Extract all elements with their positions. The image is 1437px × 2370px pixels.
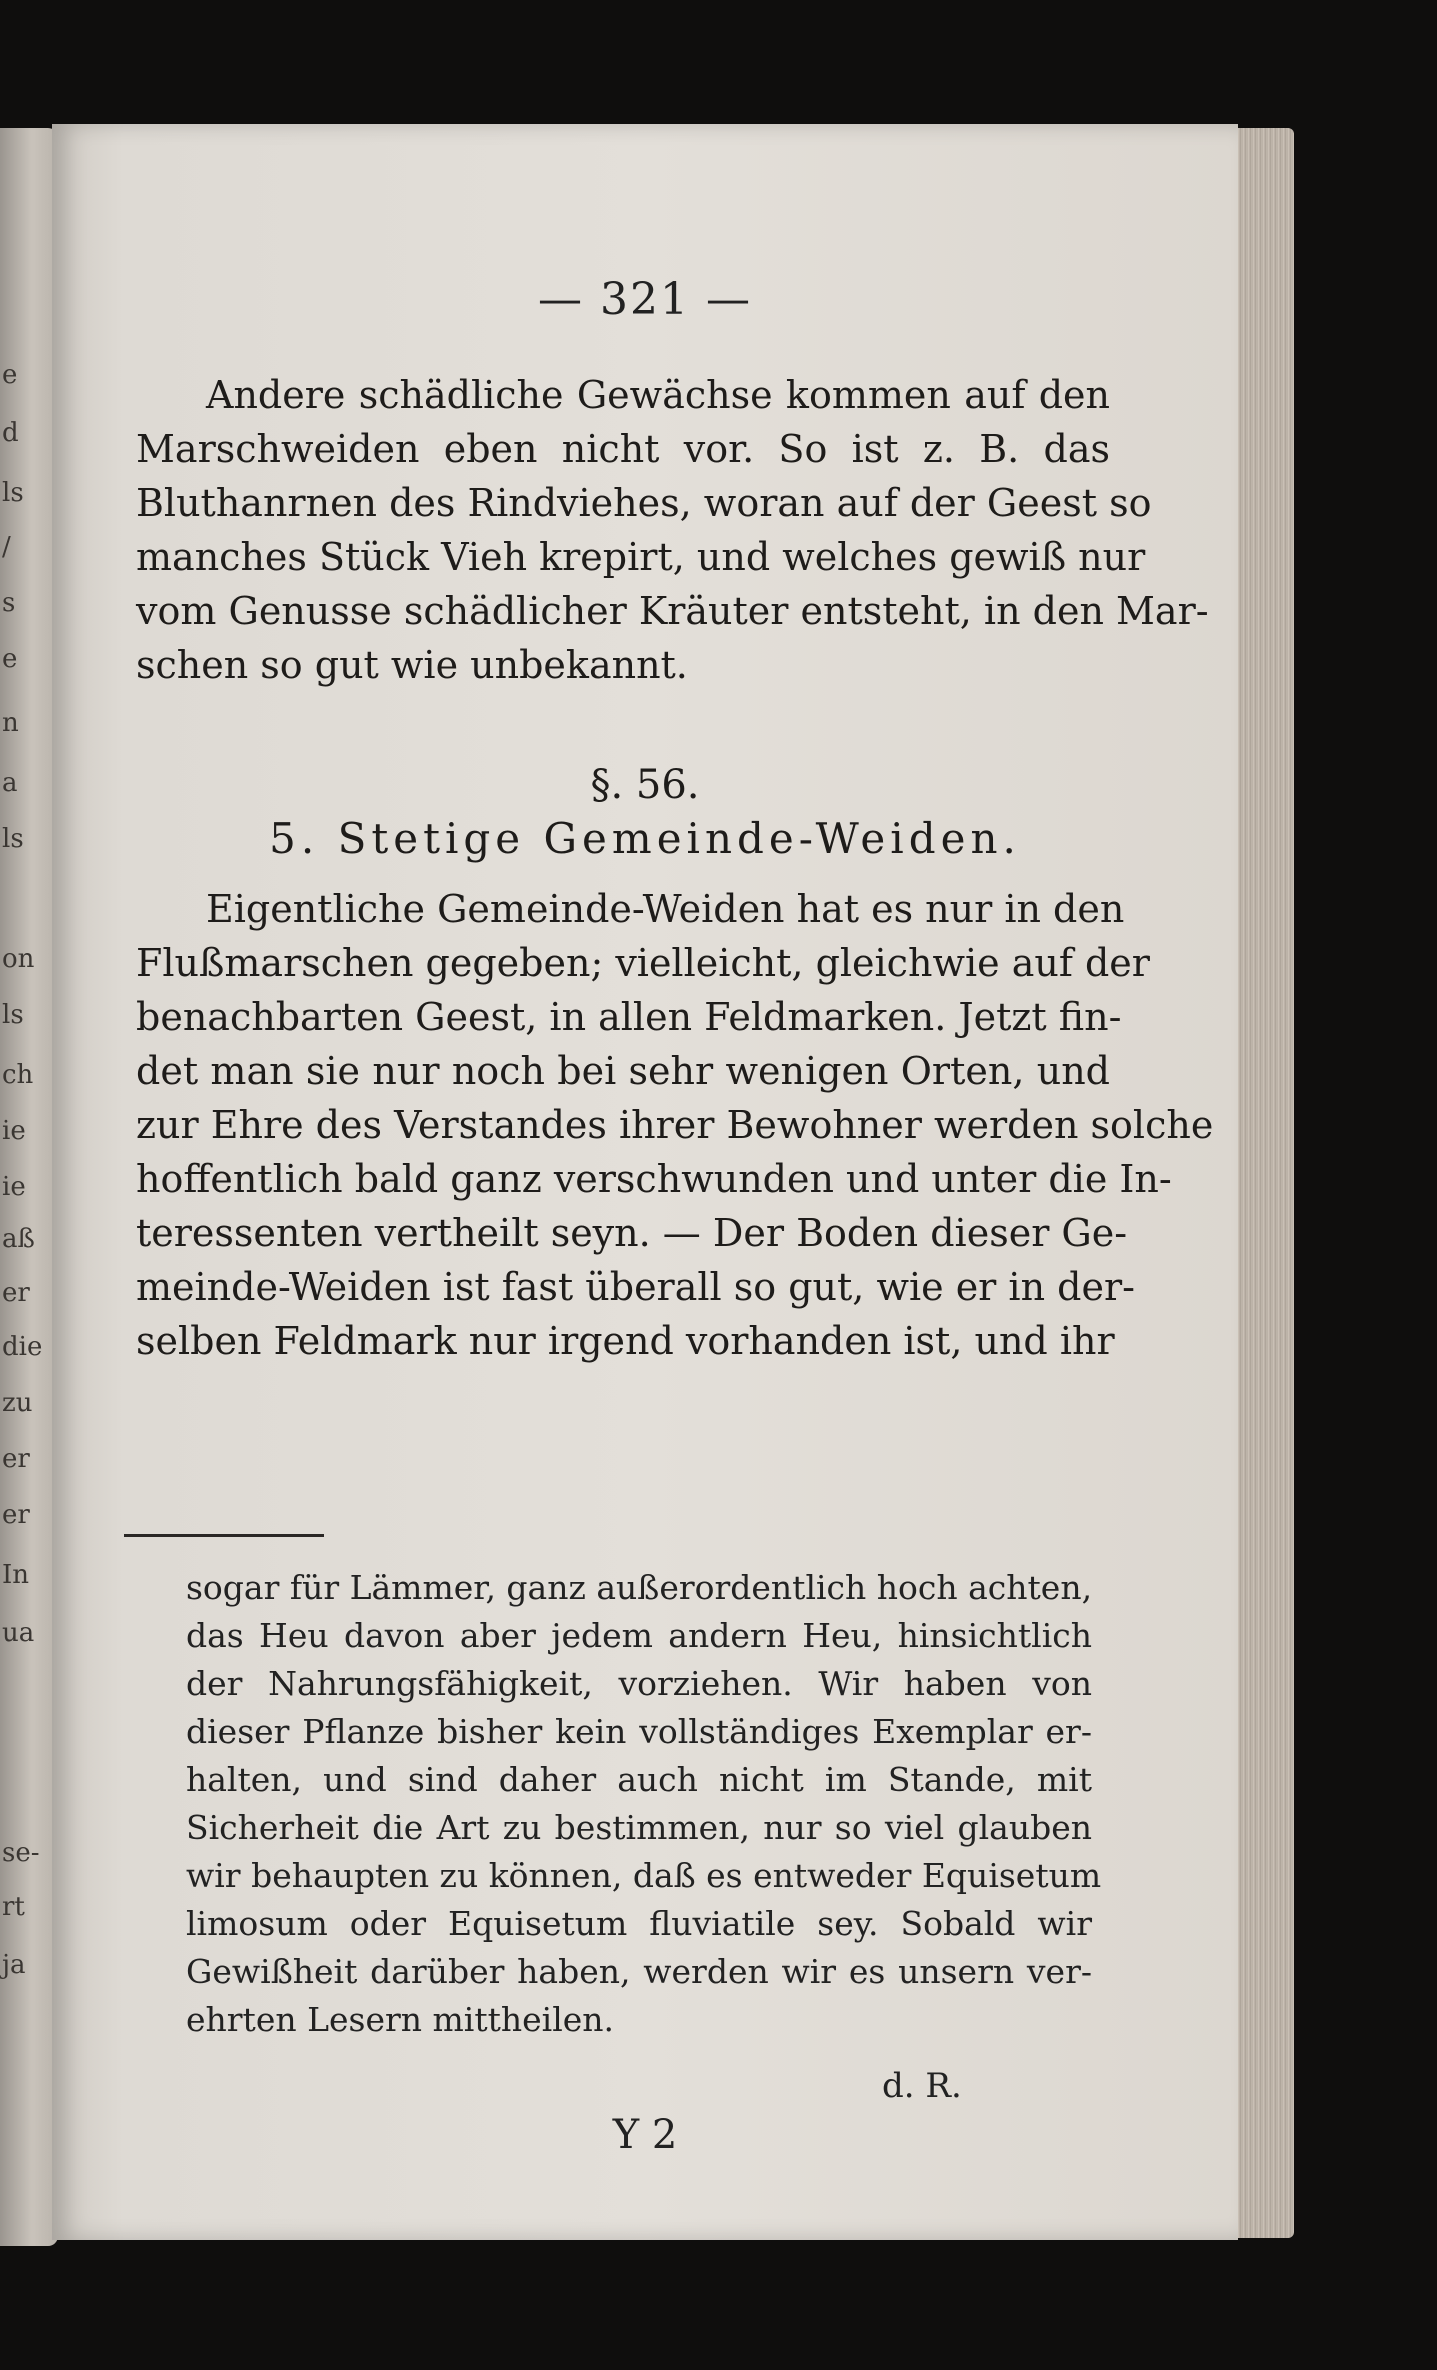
- left-page-fragment: rt: [2, 1892, 25, 1922]
- left-page-fragment: er: [2, 1500, 30, 1530]
- left-page-fragment: ls: [2, 478, 24, 508]
- left-page-fragment: d: [2, 418, 19, 448]
- left-page-fragment: e: [2, 644, 18, 674]
- text-line: vom Genusse schädlicher Kräuter entsteht, in den Mar-: [136, 589, 1209, 633]
- footnote-signature: d. R.: [882, 2066, 962, 2106]
- left-page-fragment: n: [2, 708, 19, 738]
- footnote-line: das Heu davon aber jedem andern Heu, hinsichtlich: [186, 1616, 1092, 1655]
- footnote-line: limosum oder Equisetum fluviatile sey. Sobald wir: [186, 1904, 1092, 1943]
- text-line: Andere schädliche Gewächse kommen auf den: [206, 373, 1110, 417]
- left-page-fragment: ch: [2, 1060, 34, 1090]
- left-page-fragment: aß: [2, 1224, 35, 1254]
- left-page-fragment: ie: [2, 1116, 26, 1146]
- left-page-fragment: ua: [2, 1618, 35, 1648]
- paragraph-2: [136, 882, 1214, 1368]
- left-page-edge: [0, 128, 58, 2246]
- left-page-fragment: s: [2, 588, 16, 618]
- footnote: [186, 1564, 1102, 2044]
- text-line: hoffentlich bald ganz verschwunden und unter die In-: [136, 1157, 1172, 1201]
- left-page-fragment: ja: [2, 1950, 26, 1980]
- paragraph-1: [136, 368, 1209, 692]
- left-page-fragment: /: [2, 532, 11, 562]
- text-line: selben Feldmark nur irgend vorhanden ist, und ihr: [136, 1319, 1115, 1363]
- left-page-fragment: ls: [2, 824, 24, 854]
- left-page-fragment: die: [2, 1332, 43, 1362]
- left-page-fragment: In: [2, 1560, 30, 1590]
- footnote-line: sogar für Lämmer, ganz außerordentlich hoch achten,: [186, 1568, 1093, 1607]
- footnote-line: ehrten Lesern mittheilen.: [186, 2000, 615, 2039]
- book-page: [52, 124, 1238, 2240]
- footnote-line: Gewißheit darüber haben, werden wir es unsern ver-: [186, 1952, 1092, 1991]
- section-title: 5. Stetige Gemeinde-Weiden.: [269, 814, 1021, 863]
- footnote-line: Sicherheit die Art zu bestimmen, nur so viel glauben: [186, 1808, 1092, 1847]
- text-line: meinde-Weiden ist fast überall so gut, wie er in der-: [136, 1265, 1135, 1309]
- text-line: Eigentliche Gemeinde-Weiden hat es nur in den: [206, 887, 1125, 931]
- text-line: manches Stück Vieh krepirt, und welches gewiß nur: [136, 535, 1146, 579]
- page-number: — 321 —: [538, 274, 752, 325]
- section-number: §. 56.: [590, 762, 700, 808]
- left-page-fragment: on: [2, 944, 35, 974]
- text-line: det man sie nur noch bei sehr wenigen Orten, und: [136, 1049, 1110, 1093]
- left-page-fragment: e: [2, 360, 18, 390]
- text-line: benachbarten Geest, in allen Feldmarken. Jetzt fin-: [136, 995, 1122, 1039]
- left-page-fragment: ls: [2, 1000, 24, 1030]
- footnote-line: der Nahrungsfähigkeit, vorziehen. Wir haben von: [186, 1664, 1092, 1703]
- page-block-edge: [1232, 128, 1294, 2238]
- footnote-line: halten, und sind daher auch nicht im Stande, mit: [186, 1760, 1092, 1799]
- footnote-line: dieser Pflanze bisher kein vollständiges Exemplar er-: [186, 1712, 1092, 1751]
- footnote-line: wir behaupten zu können, daß es entweder Equisetum: [186, 1856, 1102, 1895]
- signature-mark: Y 2: [612, 2112, 678, 2158]
- text-line: schen so gut wie unbekannt.: [136, 643, 688, 687]
- footnote-rule: [124, 1534, 324, 1537]
- left-page-fragment: er: [2, 1278, 30, 1308]
- text-line: Bluthanrnen des Rindviehes, woran auf der Geest so: [136, 481, 1152, 525]
- text-line: Flußmarschen gegeben; vielleicht, gleichwie auf der: [136, 941, 1150, 985]
- text-line: zur Ehre des Verstandes ihrer Bewohner werden solche: [136, 1103, 1214, 1147]
- left-page-fragment: ie: [2, 1172, 26, 1202]
- text-line: Marschweiden eben nicht vor. So ist z. B. das: [136, 427, 1110, 471]
- left-page-fragment: zu: [2, 1388, 33, 1418]
- left-page-fragment: se-: [2, 1838, 40, 1868]
- left-page-fragment: a: [2, 768, 18, 798]
- left-page-fragment: er: [2, 1444, 30, 1474]
- text-line: teressenten vertheilt seyn. — Der Boden dieser Ge-: [136, 1211, 1128, 1255]
